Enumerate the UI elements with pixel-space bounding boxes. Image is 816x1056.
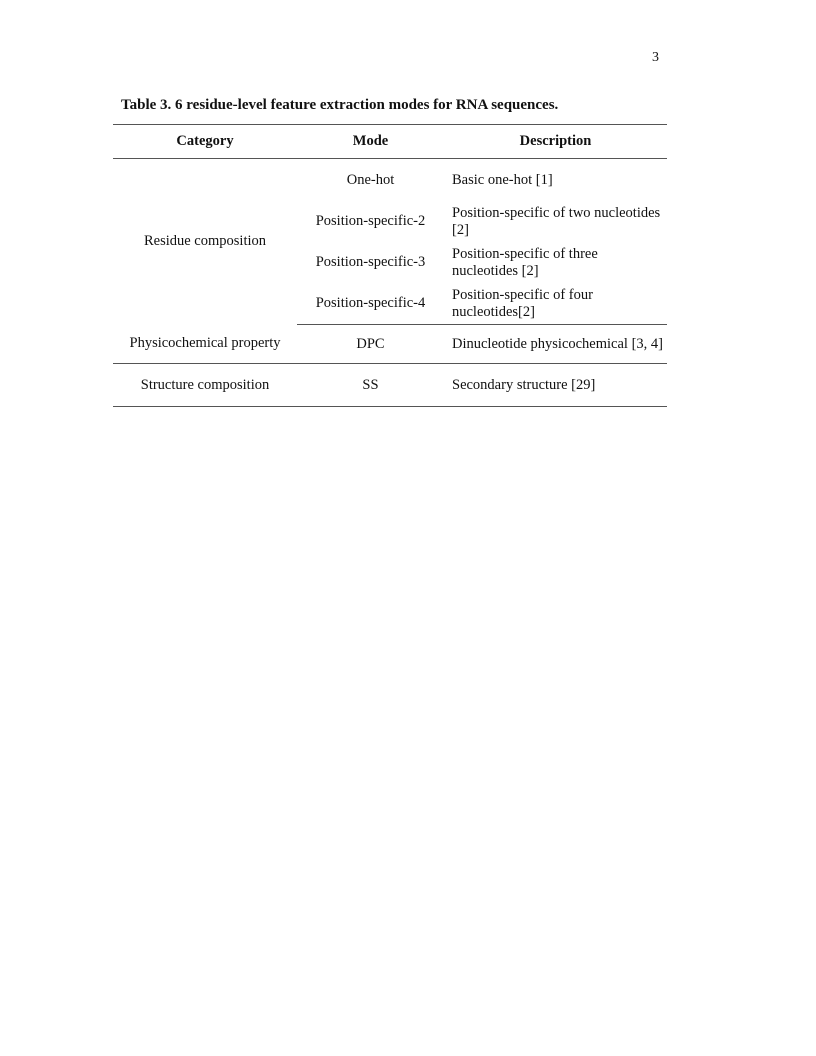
- header-description: Description: [444, 125, 667, 159]
- header-category: Category: [113, 125, 297, 159]
- table-row: [113, 325, 667, 364]
- table-row: [113, 364, 667, 407]
- category-cell: Residue composition: [143, 233, 267, 250]
- category-cell: Structure composition: [113, 364, 297, 407]
- table-header-row: [113, 125, 667, 159]
- mode-cell: Position-specific-2: [315, 213, 426, 229]
- mode-cell: SS: [297, 364, 444, 407]
- mode-cell: One-hot: [346, 171, 395, 188]
- header-mode: Mode: [297, 125, 444, 159]
- mode-cell: Position-specific-3: [315, 254, 426, 270]
- description-cell: Position-specific of three nucleotides [2]: [452, 245, 598, 279]
- description-cell: Position-specific of two nucleotides [2]: [452, 204, 661, 238]
- description-cell: Secondary structure [29]: [444, 364, 667, 407]
- mode-cell: Position-specific-4: [297, 283, 444, 325]
- feature-extraction-table: [113, 124, 667, 407]
- mode-cell: DPC: [297, 325, 444, 364]
- description-cell: Basic one-hot [1]: [452, 171, 553, 188]
- category-cell: Physicochemical property: [113, 325, 297, 364]
- table-caption: Table 3. 6 residue-level feature extraction modes for RNA sequences.: [121, 97, 559, 113]
- page-number: 3: [652, 50, 659, 65]
- description-cell: Dinucleotide physicochemical [3, 4]: [444, 325, 667, 364]
- table-row: [113, 159, 667, 202]
- description-cell: Position-specific of four nucleotides[2]: [444, 283, 667, 325]
